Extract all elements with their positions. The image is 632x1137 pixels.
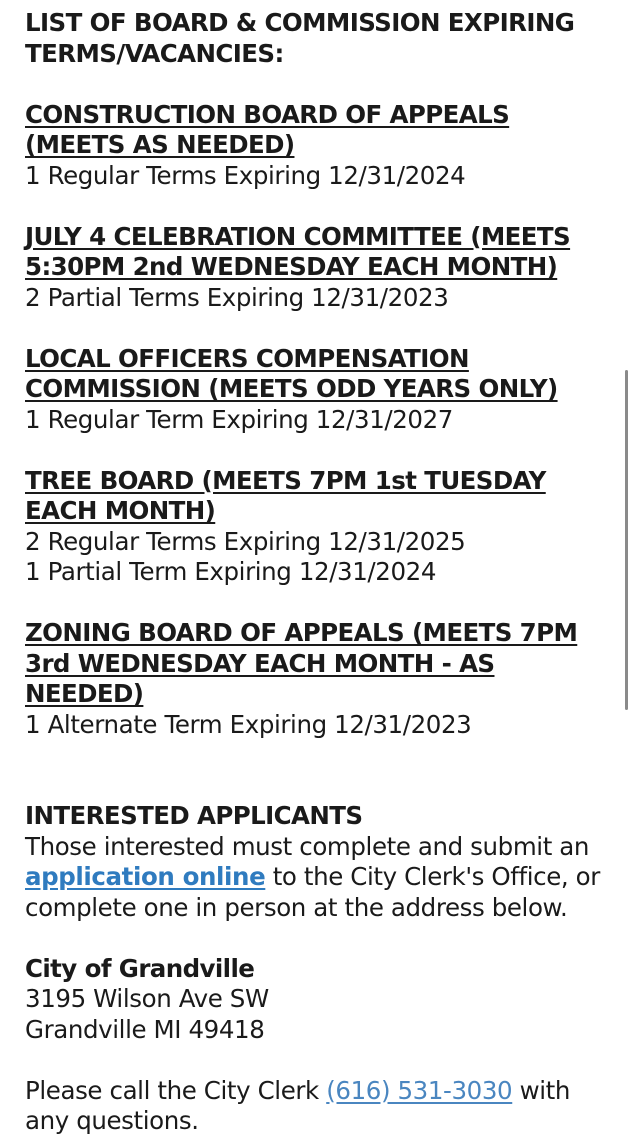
address-street: 3195 Wilson Ave SW [25,984,269,1013]
contact-block [25,1076,610,1137]
applicants-text-before: Those interested must complete and submit an [25,831,590,861]
board-term: 2 Regular Terms Expiring 12/31/2025 [25,526,466,556]
document-body [25,8,610,1137]
address-name: City of Grandville [25,953,255,983]
board-entry-july4 [25,222,610,314]
address-city: Grandville MI 49418 [25,1014,265,1044]
applicants-section [25,801,610,923]
board-term: 1 Alternate Term Expiring 12/31/2023 [25,709,472,739]
applicants-heading: INTERESTED APPLICANTS [25,801,363,830]
board-term: 1 Regular Term Expiring 12/31/2027 [25,404,453,434]
application-online-link[interactable]: application online [25,862,266,891]
applicants-text [25,832,610,924]
board-name: LOCAL OFFICERS COMPENSATION COMMISSION (MEETS ODD YEARS ONLY) [25,343,558,403]
board-term: 2 Partial Terms Expiring 12/31/2023 [25,282,449,312]
board-entry-construction [25,100,610,192]
contact-text-after: with any questions. [25,1075,571,1135]
board-name: ZONING BOARD OF APPEALS (MEETS 7PM 3rd WEDNESDAY EACH MONTH - AS NEEDED) [25,618,578,708]
scrollbar-thumb[interactable] [625,370,628,710]
applicants-text-after: to the City Clerk's Office, or complete one in person at the address below. [25,862,600,922]
board-entry-tree [25,466,610,588]
page-title: LIST OF BOARD & COMMISSION EXPIRING TERMS/VACANCIES: [25,8,575,68]
board-entry-local-officers [25,344,610,436]
address-block [25,954,610,1046]
phone-link[interactable]: (616) 531-3030 [326,1075,513,1105]
board-name: CONSTRUCTION BOARD OF APPEALS (MEETS AS NEEDED) [25,99,510,159]
board-term: 1 Regular Terms Expiring 12/31/2024 [25,160,466,190]
contact-text-before: Please call the City Clerk [25,1075,327,1105]
board-name: TREE BOARD (MEETS 7PM 1st TUESDAY EACH MONTH) [25,465,546,525]
board-name: JULY 4 CELEBRATION COMMITTEE (MEETS 5:30PM 2nd WEDNESDAY EACH MONTH) [25,221,571,281]
board-entry-zoning [25,618,610,740]
board-term: 1 Partial Term Expiring 12/31/2024 [25,557,437,586]
